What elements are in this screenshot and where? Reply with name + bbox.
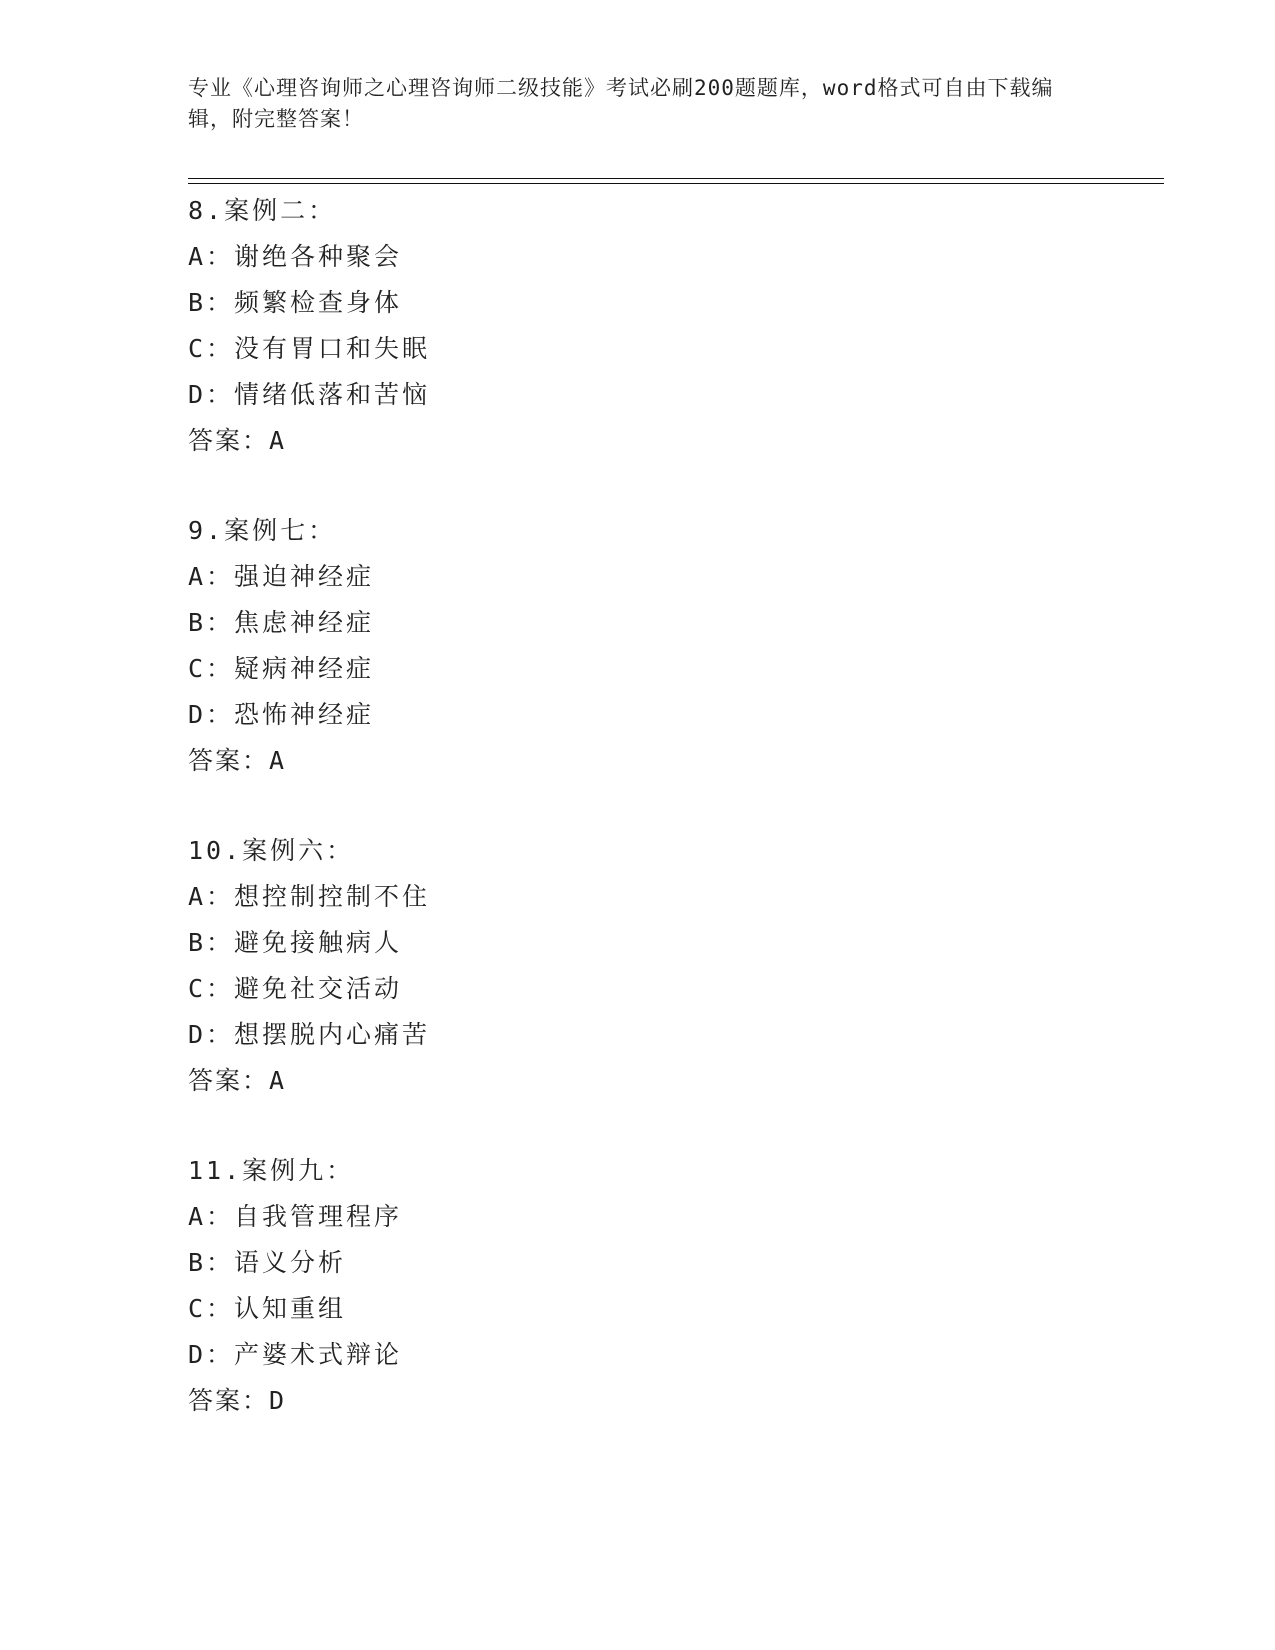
header-rule-bottom: [188, 183, 1164, 184]
question-11: [188, 1148, 1088, 1424]
question-stem: 10.案例六：: [188, 836, 355, 865]
option-d: D：恐怖神经症: [188, 700, 375, 729]
option-d: D：情绪低落和苦恼: [188, 380, 431, 409]
option-b: B：焦虑神经症: [188, 608, 375, 637]
option-a: A：想控制控制不住: [188, 882, 431, 911]
option-b: B：频繁检查身体: [188, 288, 403, 317]
question-9: [188, 508, 1088, 784]
question-stem: 8.案例二：: [188, 196, 337, 225]
option-c: C：疑病神经症: [188, 654, 375, 683]
intro-text: 专业《心理咨询师之心理咨询师二级技能》考试必刷200题题库，word格式可自由下载编辑，附完整答案！: [188, 76, 1054, 131]
question-list: [188, 188, 1088, 1468]
header-rule-top: [188, 178, 1164, 179]
option-a: A：谢绝各种聚会: [188, 242, 403, 271]
answer-line: 答案：A: [188, 746, 287, 775]
answer-line: 答案：A: [188, 426, 287, 455]
question-stem: 9.案例七：: [188, 516, 337, 545]
option-d: D：产婆术式辩论: [188, 1340, 403, 1369]
question-stem: 11.案例九：: [188, 1156, 355, 1185]
option-a: A：强迫神经症: [188, 562, 375, 591]
question-8: [188, 188, 1088, 464]
question-10: [188, 828, 1088, 1104]
option-a: A：自我管理程序: [188, 1202, 403, 1231]
answer-line: 答案：A: [188, 1066, 287, 1095]
option-c: C：没有胃口和失眠: [188, 334, 431, 363]
option-d: D：想摆脱内心痛苦: [188, 1020, 431, 1049]
option-c: C：避免社交活动: [188, 974, 403, 1003]
option-b: B：语义分析: [188, 1248, 347, 1277]
option-c: C：认知重组: [188, 1294, 347, 1323]
answer-line: 答案：D: [188, 1386, 287, 1415]
option-b: B：避免接触病人: [188, 928, 403, 957]
